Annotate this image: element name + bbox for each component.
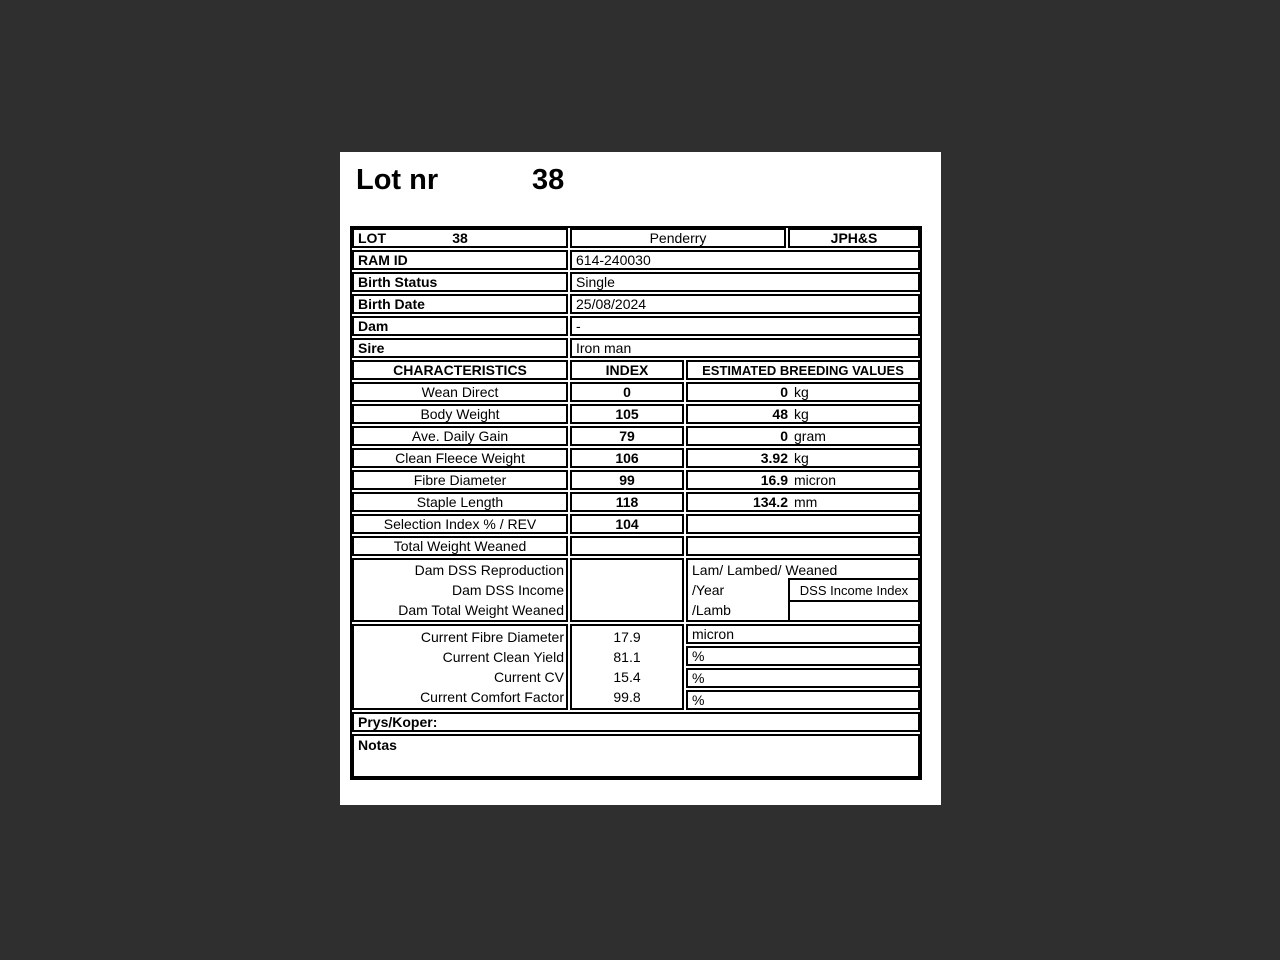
char-ebv-cell (686, 382, 920, 402)
char-ebv-value: 48 (772, 406, 788, 422)
sire-label: Sire (352, 338, 568, 358)
document-card (340, 152, 941, 805)
current-clean-yield-value: 81.1 (613, 649, 641, 665)
dam-summary-labels-cell (352, 558, 568, 622)
char-index (570, 536, 684, 556)
birth-status-row (352, 272, 920, 292)
current-comfort-factor-label: Current Comfort Factor (420, 689, 564, 705)
current-units-column (686, 624, 920, 710)
char-ebv-value: 0 (780, 428, 788, 444)
char-ebv-cell (686, 404, 920, 424)
char-index: 99 (570, 470, 684, 490)
char-ebv-unit: mm (794, 494, 818, 510)
dam-total-weight-weaned-label: Dam Total Weight Weaned (398, 602, 564, 618)
dam-dss-income-label: Dam DSS Income (451, 582, 564, 598)
current-fibre-diameter-unit: micron (686, 624, 920, 644)
sire-row (352, 338, 920, 358)
birth-date-label: Birth Date (352, 294, 568, 314)
ebv-header: ESTIMATED BREEDING VALUES (686, 360, 920, 380)
current-values-cell (570, 624, 684, 710)
lot-row (352, 228, 920, 248)
row-ave-daily-gain (352, 426, 920, 446)
lot-title-label: Lot nr (356, 164, 439, 196)
char-ebv-cell (686, 492, 920, 512)
char-index: 105 (570, 404, 684, 424)
breeder-code-cell: JPH&S (788, 228, 920, 248)
dss-income-index-box (788, 578, 920, 622)
char-ebv-cell (686, 426, 920, 446)
notes-row (352, 734, 920, 778)
current-cv-label: Current CV (493, 669, 564, 685)
notes-label: Notas (352, 734, 920, 778)
row-body-weight (352, 404, 920, 424)
char-index: 104 (570, 514, 684, 534)
char-ebv-unit: kg (794, 384, 809, 400)
char-ebv-unit: kg (794, 450, 809, 466)
char-index: 79 (570, 426, 684, 446)
lot-info-table (350, 226, 922, 780)
ram-id-label: RAM ID (352, 250, 568, 270)
char-index: 118 (570, 492, 684, 512)
current-clean-yield-unit: % (686, 646, 920, 666)
ram-id-row (352, 250, 920, 270)
char-ebv-cell (686, 470, 920, 490)
per-year-line: /Year (692, 582, 725, 598)
price-label: Prys/Koper: (352, 712, 920, 732)
char-ebv-cell (686, 514, 920, 534)
char-ebv-value: 16.9 (760, 472, 788, 488)
char-label: Selection Index % / REV (352, 514, 568, 534)
dam-summary-ebv-cell (686, 558, 920, 622)
birth-date-value: 25/08/2024 (570, 294, 920, 314)
char-index: 106 (570, 448, 684, 468)
birth-status-label: Birth Status (352, 272, 568, 292)
lot-title-number: 38 (532, 164, 565, 196)
current-comfort-factor-unit: % (686, 690, 920, 710)
dam-row (352, 316, 920, 336)
birth-date-row (352, 294, 920, 314)
lot-label: LOT (358, 230, 386, 246)
current-cv-unit: % (686, 668, 920, 688)
dam-summary-row (352, 558, 920, 622)
char-label: Ave. Daily Gain (352, 426, 568, 446)
current-fibre-diameter-label: Current Fibre Diameter (420, 629, 564, 645)
lot-number: 38 (452, 230, 468, 246)
lot-title (340, 164, 941, 204)
characteristics-header: CHARACTERISTICS (352, 360, 568, 380)
dam-summary-index-cell (570, 558, 684, 622)
dss-income-index-value-cell (790, 602, 918, 620)
char-ebv-unit: gram (794, 428, 826, 444)
row-selection-index (352, 514, 920, 534)
dss-income-index-label: DSS Income Index (790, 580, 918, 602)
dam-value: - (570, 316, 920, 336)
lam-lambed-weaned-line: Lam/ Lambed/ Weaned (692, 562, 838, 578)
current-measurements-row (352, 624, 920, 710)
char-ebv-value: 0 (780, 384, 788, 400)
characteristics-header-row (352, 360, 920, 380)
char-ebv-value: 134.2 (752, 494, 788, 510)
char-ebv-value: 3.92 (760, 450, 788, 466)
row-clean-fleece-weight (352, 448, 920, 468)
index-header: INDEX (570, 360, 684, 380)
char-label: Fibre Diameter (352, 470, 568, 490)
current-comfort-factor-value: 99.8 (613, 689, 641, 705)
ram-id-value: 614-240030 (570, 250, 920, 270)
current-cv-value: 15.4 (613, 669, 641, 685)
char-label: Body Weight (352, 404, 568, 424)
char-ebv-unit: kg (794, 406, 809, 422)
char-ebv-unit: micron (794, 472, 837, 488)
current-labels-cell (352, 624, 568, 710)
stud-name-cell: Penderry (570, 228, 786, 248)
sire-value: Iron man (570, 338, 920, 358)
current-fibre-diameter-value: 17.9 (613, 629, 641, 645)
char-label: Clean Fleece Weight (352, 448, 568, 468)
char-label: Staple Length (352, 492, 568, 512)
row-wean-direct (352, 382, 920, 402)
char-label: Wean Direct (352, 382, 568, 402)
per-lamb-line: /Lamb (692, 602, 731, 618)
price-row (352, 712, 920, 732)
lot-cell (352, 228, 568, 248)
char-index: 0 (570, 382, 684, 402)
char-ebv-cell (686, 448, 920, 468)
row-total-weight-weaned (352, 536, 920, 556)
dam-label: Dam (352, 316, 568, 336)
dam-dss-reproduction-label: Dam DSS Reproduction (414, 562, 564, 578)
birth-status-value: Single (570, 272, 920, 292)
char-ebv-cell (686, 536, 920, 556)
row-staple-length (352, 492, 920, 512)
current-clean-yield-label: Current Clean Yield (442, 649, 564, 665)
char-label: Total Weight Weaned (352, 536, 568, 556)
row-fibre-diameter (352, 470, 920, 490)
